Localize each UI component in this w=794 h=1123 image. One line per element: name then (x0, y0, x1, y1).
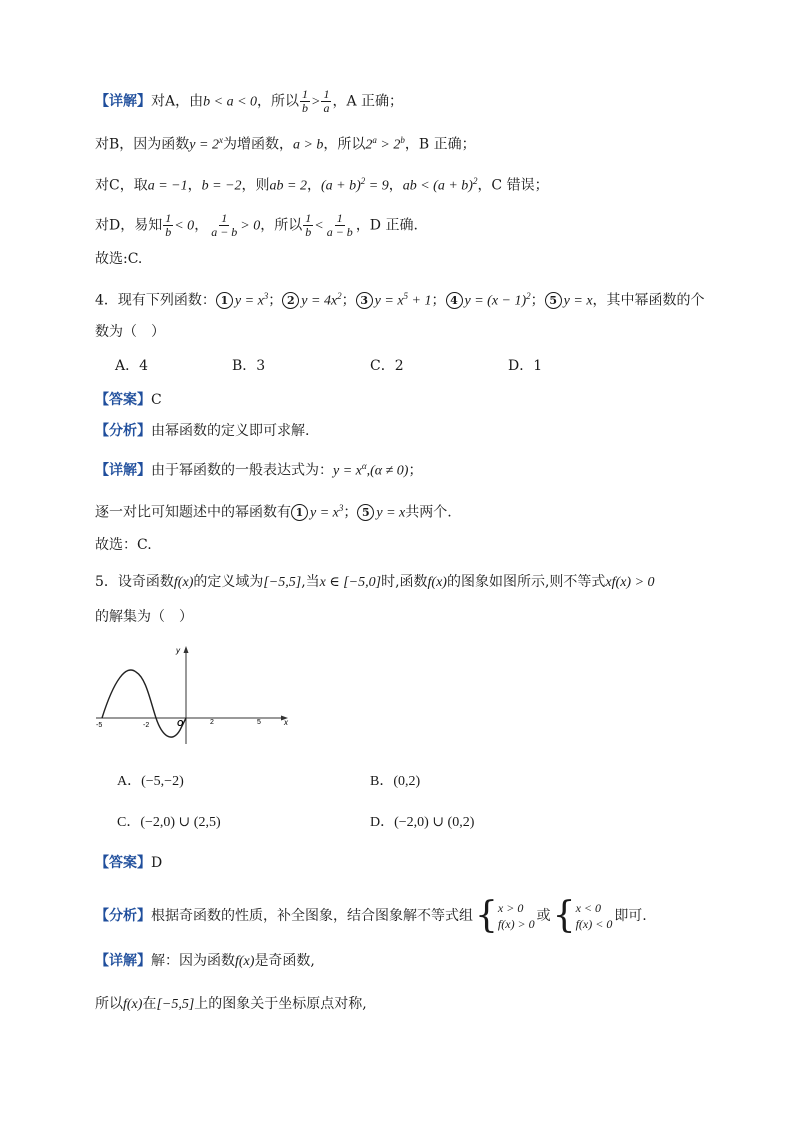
fraction: $\frac{1}{a - b}$ (326, 211, 353, 239)
q5-option-a: A．(−5,−2) (117, 774, 184, 789)
q4-option-c: C．2 (370, 358, 404, 374)
circled-number: 5 (545, 292, 562, 309)
q5-analysis: 【分析】根据奇函数的性质，补全图象，结合图象解不等式组 { x > 0 f(x) > 0 或 { x < 0 f(x) < 0 即可. (95, 895, 647, 936)
x-axis-label: x (284, 718, 288, 727)
q4-option-b: B．3 (232, 358, 266, 374)
q4-option-a: A．4 (115, 358, 149, 374)
detail-label: 【详解】 (95, 93, 151, 110)
q4-answer: 【答案】C (95, 392, 162, 408)
circled-number: 5 (357, 504, 374, 521)
q5-detail-1: 【详解】解：因为函数f(x)是奇函数, (95, 953, 315, 969)
y-axis-arrow (184, 646, 189, 653)
y-axis-label: y (176, 646, 180, 655)
fraction: $\frac{1}{b}$ (305, 211, 312, 239)
q3-detail-a: 【详解】对A，由b < a < 0，所以 $\frac{1}{b}$ > $\frac{1}{a}$ ，A 正确； (95, 87, 404, 115)
circled-number: 2 (282, 292, 299, 309)
q5-detail-2: 所以f(x)在[−5,5]上的图象关于坐标原点对称, (95, 996, 367, 1012)
q3-choice: 故选:C. (95, 251, 143, 267)
q4-detail-2: 逐一对比可知题述中的幂函数有 1 $y = x^3$； 5 y = x共两个. (95, 503, 452, 521)
tick-label: 2 (210, 719, 214, 726)
circled-number: 1 (291, 504, 308, 521)
q5-option-d: D．(−2,0) ∪ (0,2) (370, 815, 475, 830)
inequality-system: { x > 0 f(x) > 0 (475, 895, 535, 936)
q4-detail-1: 【详解】由于幂函数的一般表达式为：$y = x^\alpha,(\alpha \ne 0)$； (95, 461, 423, 479)
q5-option-b: B．(0,2) (370, 774, 421, 789)
inequality-system: { x < 0 f(x) < 0 (552, 895, 613, 936)
fraction: $\frac{1}{b}$ (302, 87, 309, 115)
q4-analysis: 【分析】由幂函数的定义即可求解. (95, 423, 310, 439)
q3-detail-c: 对C，取a = −1，b = −2，则ab = 2，$(a + b)^2 = 9$，ab < $(a + b)^2$，C 错误； (95, 176, 549, 194)
tick-label: -5 (96, 722, 103, 729)
fraction: $\frac{1}{b}$ (165, 211, 172, 239)
function-graph (92, 640, 292, 750)
tick-label: 5 (257, 719, 261, 726)
tick-label: -2 (143, 722, 150, 729)
q3-detail-b: 对B，因为函数$y = 2^x$为增函数，a > b，所以$2^a > 2^b$，B 正确； (95, 135, 476, 153)
q4-choice: 故选：C. (95, 537, 152, 553)
origin-label: O (177, 719, 184, 728)
q5-answer: 【答案】D (95, 855, 163, 871)
q5-stem: 5．设奇函数f(x)的定义域为[−5,5],当x ∈ [−5,0]时,函数f(x)的图象如图所示,则不等式xf(x) > 0 (95, 574, 655, 590)
q4-option-d: D．1 (508, 358, 543, 374)
q5-option-c: C．(−2,0) ∪ (2,5) (117, 815, 221, 830)
circled-number: 1 (216, 292, 233, 309)
fraction: $\frac{1}{a - b}$ (211, 211, 238, 239)
q5-stem-end: 的解集为（ ） (95, 609, 193, 625)
q4-stem: 4．现有下列函数： 1 $y = x^3$； 2 $y = 4x^2$； 3 $y = x^5 + 1$； 4 $y = (x - 1)^2$； 5 y = x，其中幂函数的个 (95, 291, 705, 309)
q4-stem-end: 数为（ ） (95, 324, 165, 340)
q3-detail-d: 对D，易知 $\frac{1}{b}$ < 0， $\frac{1}{a - b}$ > 0，所以 $\frac{1}{b}$ < $\frac{1}{a - b}$ ，D 正确. (95, 211, 418, 239)
circled-number: 4 (446, 292, 463, 309)
circled-number: 3 (356, 292, 373, 309)
fraction: $\frac{1}{a}$ (323, 87, 330, 115)
